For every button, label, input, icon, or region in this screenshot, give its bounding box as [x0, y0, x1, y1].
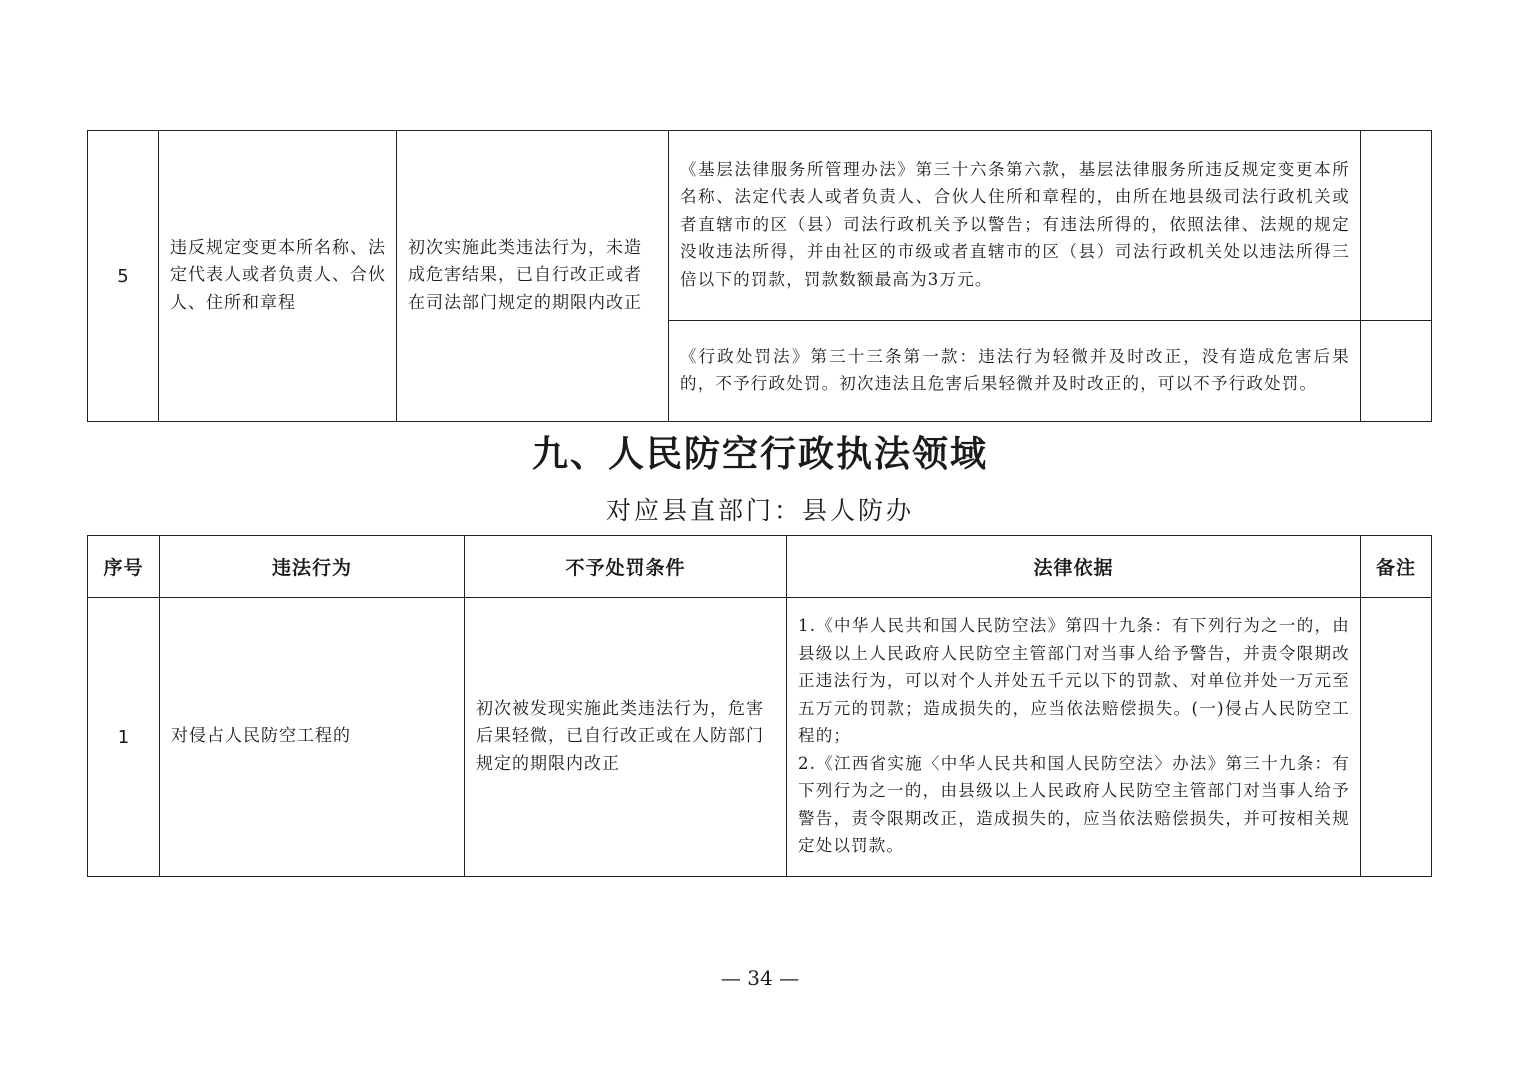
condition-cell: 初次被发现实施此类违法行为，危害后果轻微，已自行改正或在人防部门规定的期限内改正	[465, 598, 787, 877]
legal-basis-item: 2.《江西省实施〈中华人民共和国人民防空法〉办法》第三十九条：有下列行为之一的，由县级以上人民政府人民防空主管部门对当事人给予警告，责令限期改正，造成损失的，应当依法赔偿损失，并可按相关规定处以罚款。	[798, 753, 1350, 856]
legal-basis-item: 1.《中华人民共和国人民防空法》第四十九条：有下列行为之一的，由县级以上人民政府人民防空主管部门对当事人给予警告，并责令限期改正违法行为，可以对个人并处五千元以下的罚款、对单位并处一万元至五万元的罚款；造成损失的，应当依法赔偿损失。(一)侵占人民防空工程的；	[798, 616, 1350, 746]
enforcement-table	[87, 535, 1432, 877]
section-title: 九、人民防空行政执法领域	[531, 434, 988, 475]
legal-basis-cell: 《基层法律服务所管理办法》第三十六条第六款，基层法律服务所违反规定变更本所名称、法定代表人或者负责人、合伙人住所和章程的，由所在地县级司法行政机关或者直辖市的区（县）司法行政机关予以警告；有违法所得的，依照法律、法规的规定没收违法所得，并由社区的市级或者直辖市的区（县）司法行政机关处以违法所得三倍以下的罚款，罚款数额最高为3万元。	[669, 131, 1361, 321]
legal-basis-cell	[787, 598, 1361, 877]
row-index: 1	[88, 598, 160, 877]
note-cell	[1361, 131, 1432, 321]
header-basis: 法律依据	[787, 536, 1361, 598]
header-violation: 违法行为	[160, 536, 465, 598]
table-header-row	[88, 536, 1432, 598]
violation-cell: 违反规定变更本所名称、法定代表人或者负责人、合伙人、住所和章程	[159, 131, 397, 422]
condition-cell: 初次实施此类违法行为，未造成危害结果，已自行改正或者在司法部门规定的期限内改正	[397, 131, 669, 422]
legal-basis-cell: 《行政处罚法》第三十三条第一款：违法行为轻微并及时改正，没有造成危害后果的，不予行政处罚。初次违法且危害后果轻微并及时改正的，可以不予行政处罚。	[669, 321, 1361, 422]
page-number: — 34 —	[720, 966, 800, 990]
violation-cell: 对侵占人民防空工程的	[160, 598, 465, 877]
row-index: 5	[88, 131, 159, 422]
continuation-table	[87, 130, 1432, 422]
note-cell	[1361, 598, 1432, 877]
department-subtitle: 对应县直部门：县人防办	[605, 496, 914, 525]
header-index: 序号	[88, 536, 160, 598]
header-note: 备注	[1361, 536, 1432, 598]
header-condition: 不予处罚条件	[465, 536, 787, 598]
note-cell	[1361, 321, 1432, 422]
table-row	[88, 598, 1432, 877]
